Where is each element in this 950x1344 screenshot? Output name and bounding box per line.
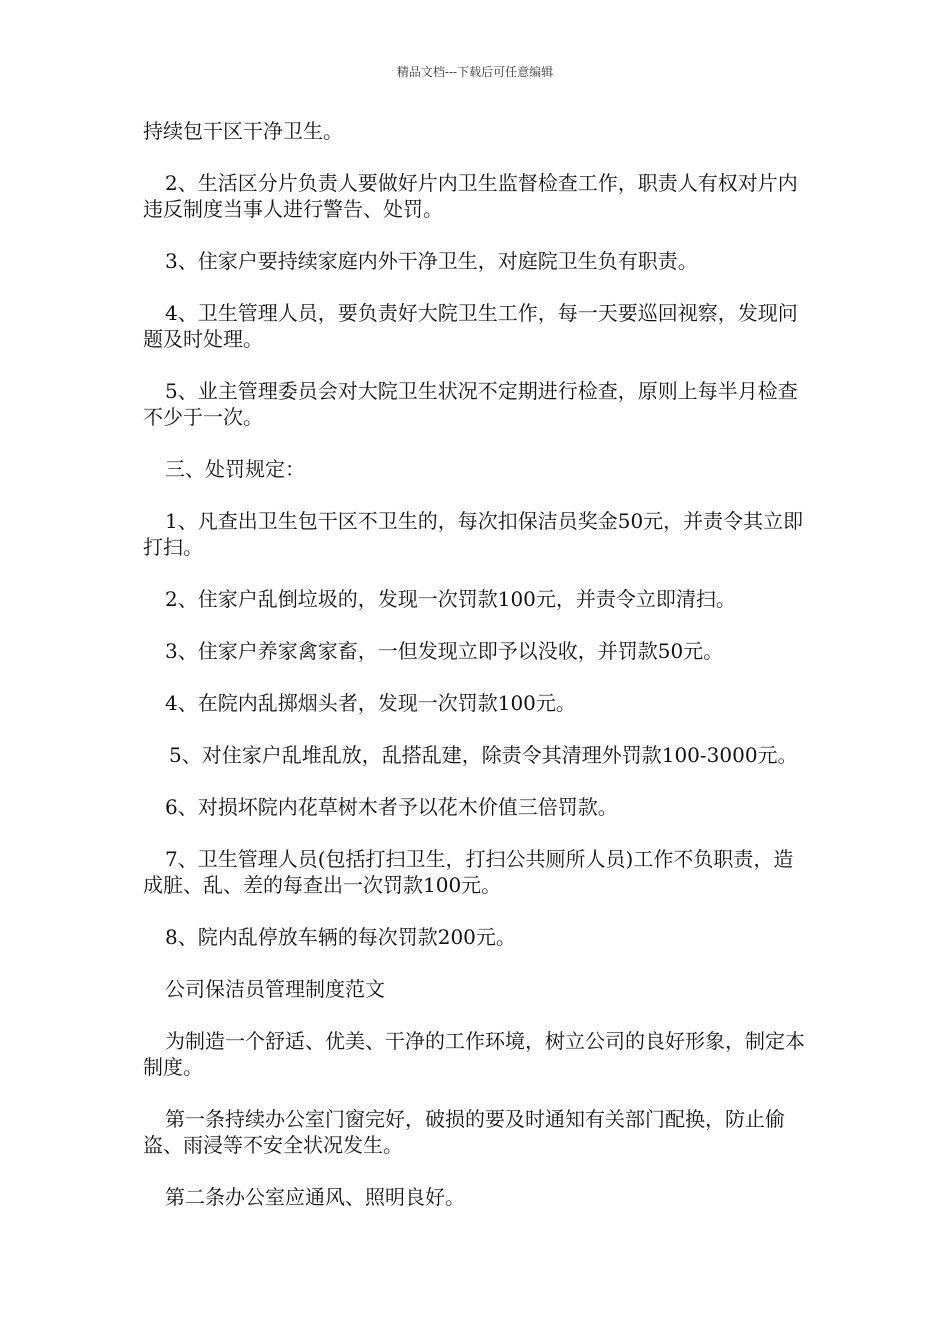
section-heading-penalties: 三、处罚规定： — [165, 457, 305, 481]
penalty-item-3: 3、住家户养家禽家畜，一但发现立即予以没收，并罚款50元。 — [165, 639, 724, 663]
penalty-item-5: 5、对住家户乱堆乱放，乱搭乱建，除责令其清理外罚款100-3000元。 — [169, 743, 798, 767]
penalty-item-1: 1、凡查出卫生包干区不卫生的，每次扣保洁员奖金50元，并责令其立即打扫。 — [143, 509, 804, 559]
penalty-item-4: 4、在院内乱掷烟头者，发现一次罚款100元。 — [165, 691, 576, 715]
penalty-item-8: 8、院内乱停放车辆的每次罚款200元。 — [165, 925, 516, 949]
article-2: 第二条办公室应通风、照明良好。 — [165, 1185, 465, 1209]
penalty-item-2: 2、住家户乱倒垃圾的，发现一次罚款100元，并责令立即清扫。 — [165, 587, 736, 611]
section-title-cleaner-rules: 公司保洁员管理制度范文 — [165, 977, 385, 1001]
paragraph-item-5: 5、业主管理委员会对大院卫生状况不定期进行检查，原则上每半月检查不少于一次。 — [143, 379, 798, 429]
paragraph-item-2: 2、生活区分片负责人要做好片内卫生监督检查工作，职责人有权对片内违反制度当事人进行警告、处罚。 — [143, 171, 798, 221]
page-header: 精品文档---下载后可任意编辑 — [396, 65, 554, 79]
paragraph-item-4: 4、卫生管理人员，要负责好大院卫生工作，每一天要巡回视察，发现问题及时处理。 — [143, 301, 798, 351]
penalty-item-7: 7、卫生管理人员(包括打扫卫生，打扫公共厕所人员)工作不负职责，造成脏、乱、差的每查出一次罚款100元。 — [143, 847, 794, 897]
paragraph-item-3: 3、住家户要持续家庭内外干净卫生，对庭院卫生负有职责。 — [165, 249, 698, 273]
paragraph-continuation: 持续包干区干净卫生。 — [143, 119, 343, 143]
document-body — [143, 118, 813, 1210]
penalty-item-6: 6、对损坏院内花草树木者予以花木价值三倍罚款。 — [165, 795, 618, 819]
paragraph-intro: 为制造一个舒适、优美、干净的工作环境，树立公司的良好形象，制定本制度。 — [143, 1029, 805, 1079]
article-1: 第一条持续办公室门窗完好，破损的要及时通知有关部门配换，防止偷盗、雨浸等不安全状况发生。 — [143, 1107, 785, 1157]
